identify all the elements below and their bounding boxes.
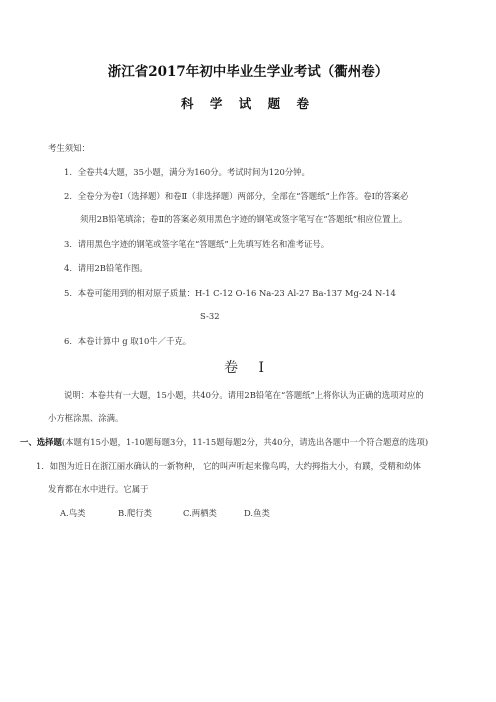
- notice-item-3: 3．请用黑色字迹的钢笔或签字笔在“答题纸”上先填写姓名和准考证号。: [64, 239, 330, 249]
- notice-item-2-cont: 须用2B铅笔填涂；卷Ⅱ的答案必须用黑色字迹的钢笔或签字笔写在“答题纸”相应位置上。: [80, 214, 408, 224]
- notice-item-1: 1．全卷共4大题，35小题，满分为160分。考试时间为120分钟。: [64, 167, 310, 177]
- volume-description-cont: 小方框涂黑、涂满。: [48, 413, 124, 423]
- question-1-stem: 1．如图为近日在浙江丽水确认的一新物种， 它的叫声听起来像鸟鸣，大约拇指大小，有蹼，受精和幼体: [36, 461, 421, 471]
- notice-heading: 考生须知：: [48, 143, 90, 153]
- section-heading-line: [20, 436, 428, 448]
- option-c: C.两栖类: [183, 508, 217, 518]
- notice-item-4: 4．请用2B铅笔作图。: [64, 263, 148, 273]
- option-a: A.鸟类: [60, 508, 86, 518]
- question-1-stem-cont: 发育都在水中进行。它属于: [48, 484, 149, 494]
- volume-description: 说明：本卷共有一大题，15小题，共40分。请用2B铅笔在“答题纸”上将你认为正确的选项对应的: [64, 390, 424, 400]
- option-d: D.鱼类: [244, 508, 270, 518]
- page-title: 浙江省2017年初中毕业生学业考试（衢州卷）: [107, 64, 389, 80]
- notice-item-2: 2．全卷分为卷Ⅰ（选择题）和卷Ⅱ（非选择题）两部分，全部在“答题纸”上作答。卷Ⅰ的答案必: [64, 191, 409, 201]
- section-instructions: (本题有15小题，1-10题每题3分，11-15题每题2分，共40分，请选出各题中一个符合题意的选项): [61, 437, 429, 447]
- volume-label: 卷 Ⅰ: [224, 360, 272, 376]
- notice-item-6: 6．本卷计算中 g 取10牛／千克。: [64, 336, 192, 346]
- notice-item-5: 5．本卷可能用到的相对原子质量：H-1 C-12 O-16 Na-23 Al-27 Ba-137 Mg-24 N-14: [64, 288, 396, 298]
- option-b: B.爬行类: [118, 508, 152, 518]
- notice-item-5-cont: S-32: [200, 311, 220, 321]
- section-heading: 一、选择题: [20, 437, 62, 447]
- page-subtitle: 科 学 试 题 卷: [181, 96, 315, 111]
